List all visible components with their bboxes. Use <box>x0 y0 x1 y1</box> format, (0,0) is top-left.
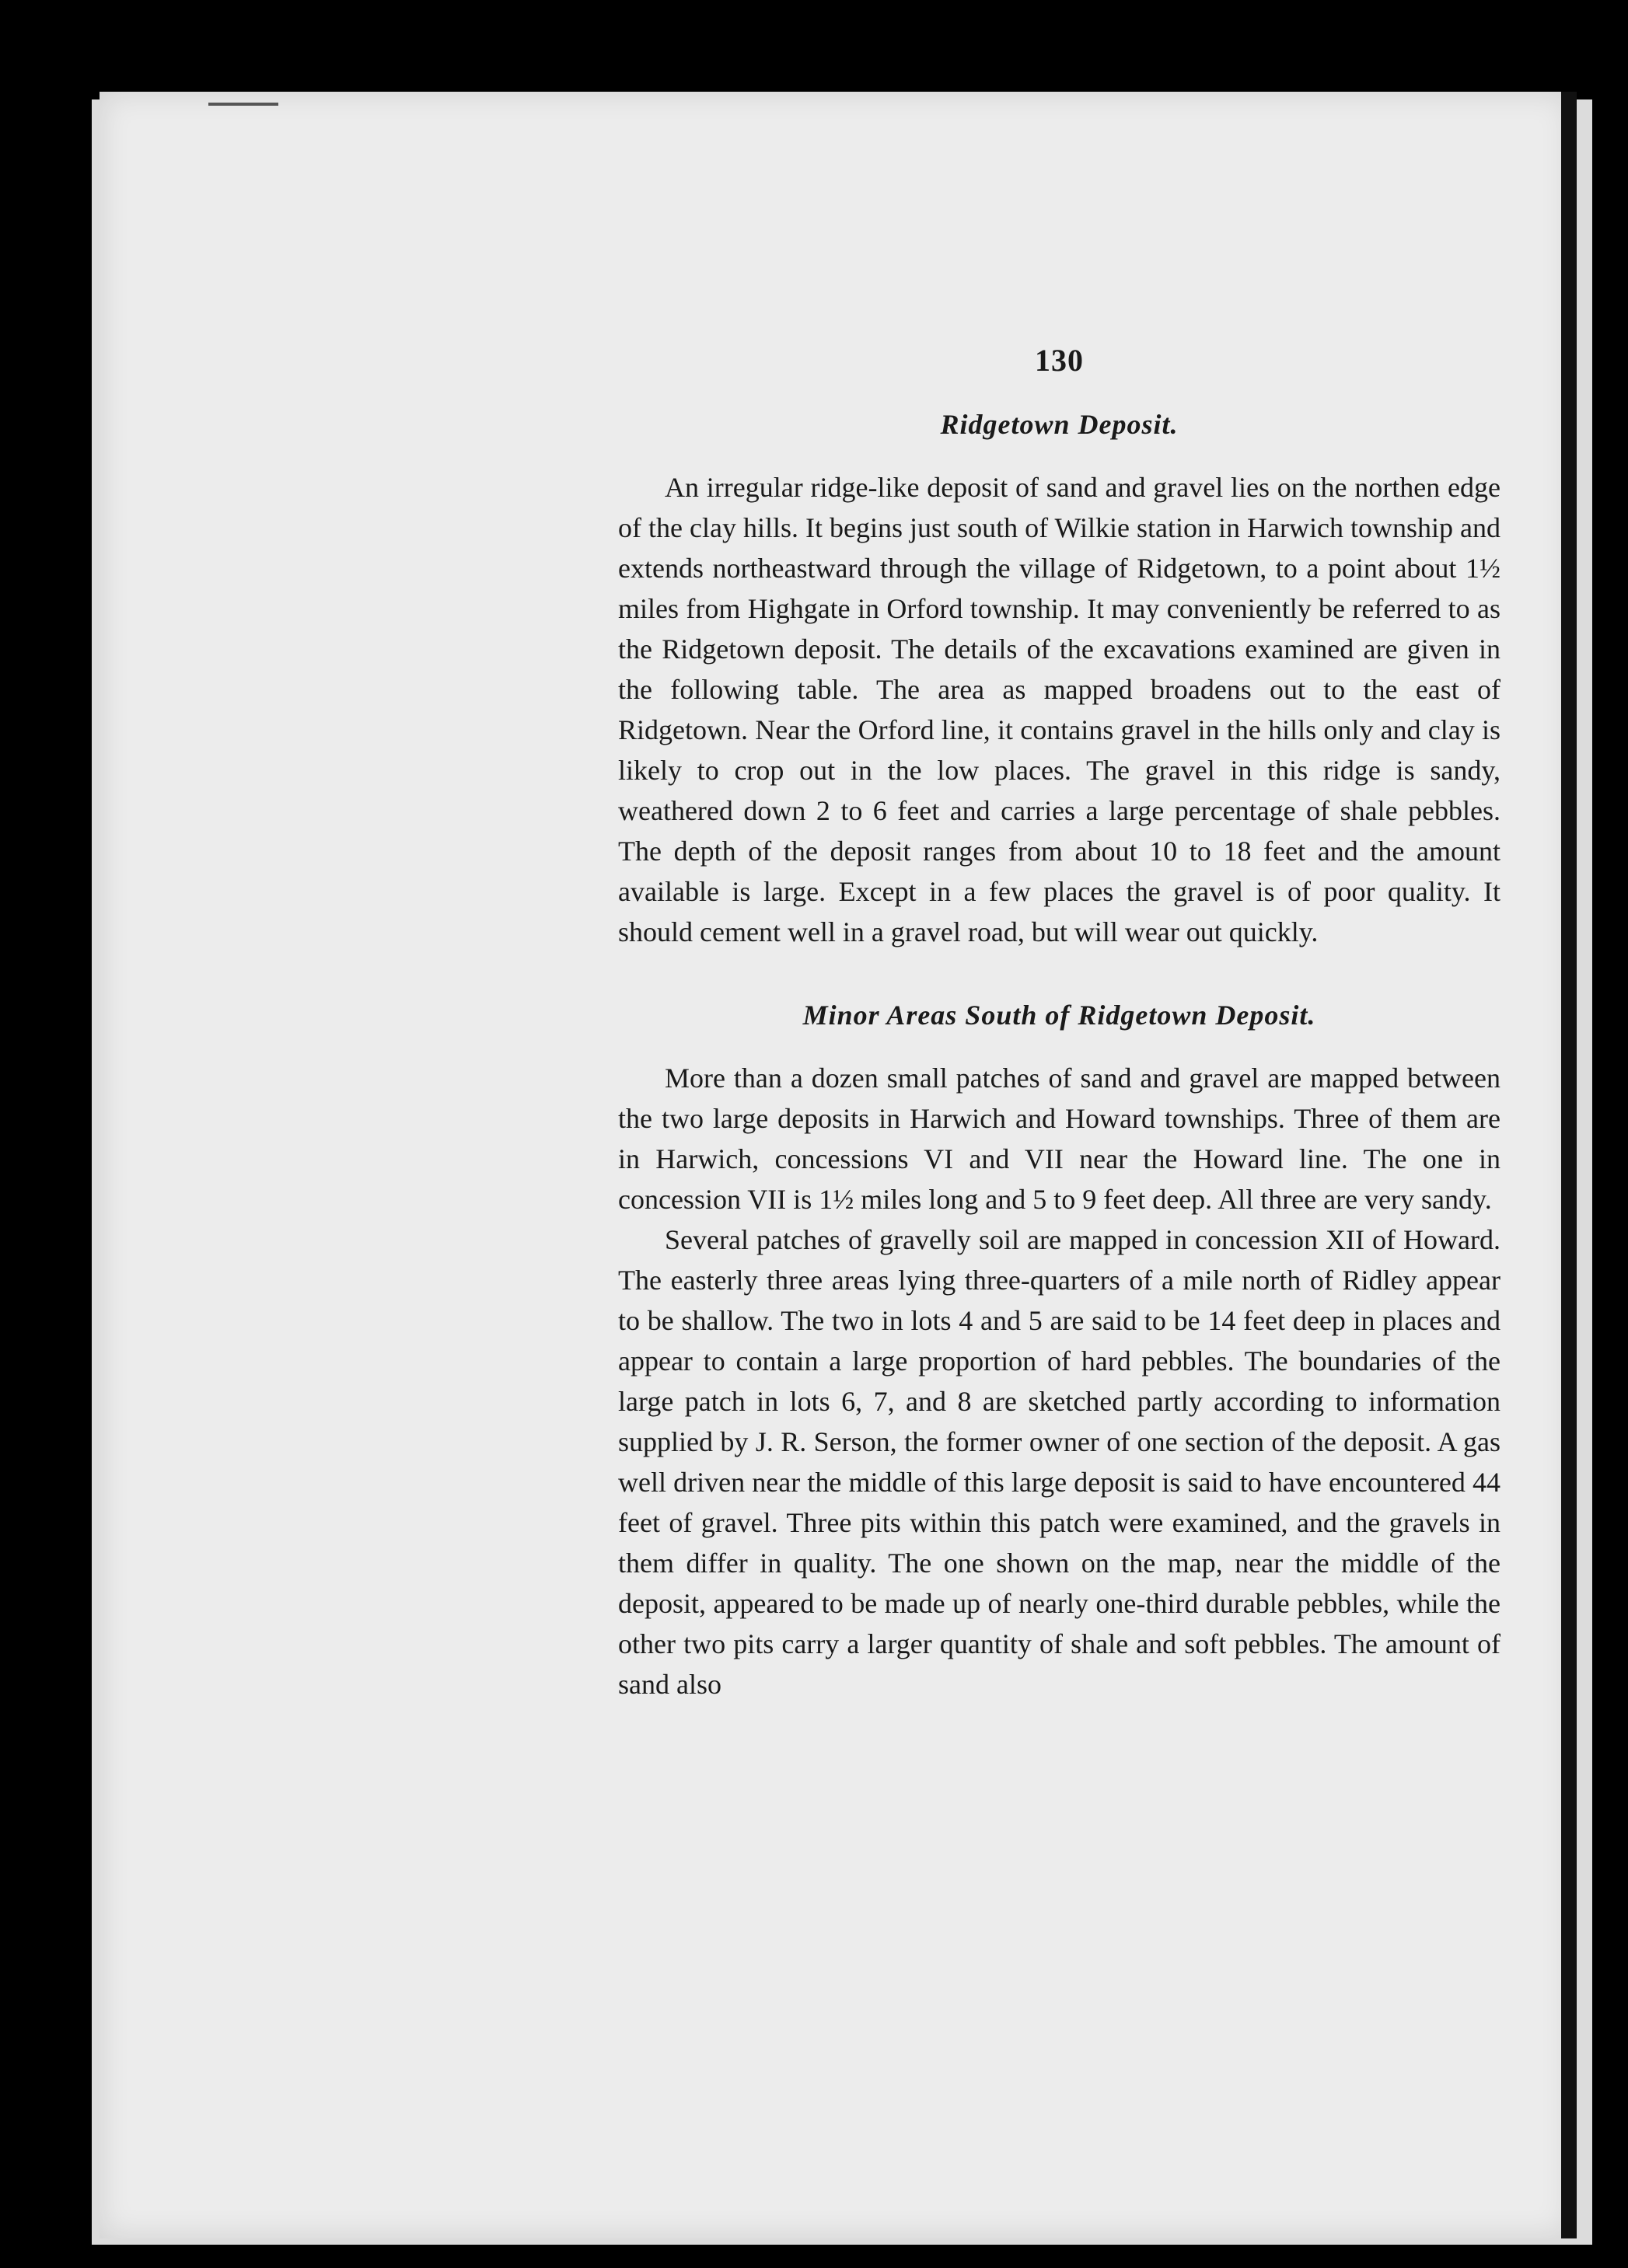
section-heading-ridgetown: Ridgetown Deposit. <box>940 409 1179 440</box>
scan-mark <box>208 103 278 106</box>
section-heading-minor-areas: Minor Areas South of Ridgetown Deposit. <box>802 1000 1316 1031</box>
paragraph: More than a dozen small patches of sand and gravel are mapped between the two large deposits in Harwich and Howard townships. Three of them are in Harwich, concessions VI and VII near the Howard line. The one in concession VII is 1½ miles long and 5 to 9 feet deep. All three are very sandy. <box>618 1062 1500 1215</box>
paragraph: Several patches of gravelly soil are mapped in concession XII of Howard. The easterly three areas lying three-quarters of a mile north of Ridley appear to be shallow. The two in lots 4 and 5 are said to be 14 feet deep in places and appear to contain a large proportion of hard pebbles. The boundaries of the large patch in lots 6, 7, and 8 are sketched partly according to information supplied by J. R. Serson, the former owner of one section of the deposit. A gas well driven near the middle of this large deposit is said to have encountered 44 feet of gravel. Three pits within this patch were examined, and the gravels in them differ in quality. The one shown on the map, near the middle of the deposit, appeared to be made up of nearly one-third durable pebbles, while the other two pits carry a larger quantity of shale and soft pebbles. The amount of sand also <box>618 1224 1500 1700</box>
page-number: 130 <box>1035 343 1084 378</box>
paragraph: An irregular ridge-like deposit of sand and gravel lies on the northen edge of the clay hills. It begins just south of Wilkie station in Harwich township and extends northeastward through the village of Ridgetown, to a point about 1½ miles from Highgate in Orford township. It may conveniently be referred to as the Ridgetown deposit. The details of the excavations examined are given in the following table. The area as mapped broadens out to the east of Ridgetown. Near the Orford line, it contains gravel in the hills only and clay is likely to crop out in the low places. The gravel in this ridge is sandy, weathered down 2 to 6 feet and carries a large percentage of shale pebbles. The depth of the deposit ranges from about 10 to 18 feet and the amount available is large. Except in a few places the gravel is of poor quality. It should cement well in a gravel road, but will wear out quickly. <box>618 472 1500 947</box>
page-binding-edge <box>1561 92 1577 2238</box>
page-text <box>618 342 1500 1704</box>
